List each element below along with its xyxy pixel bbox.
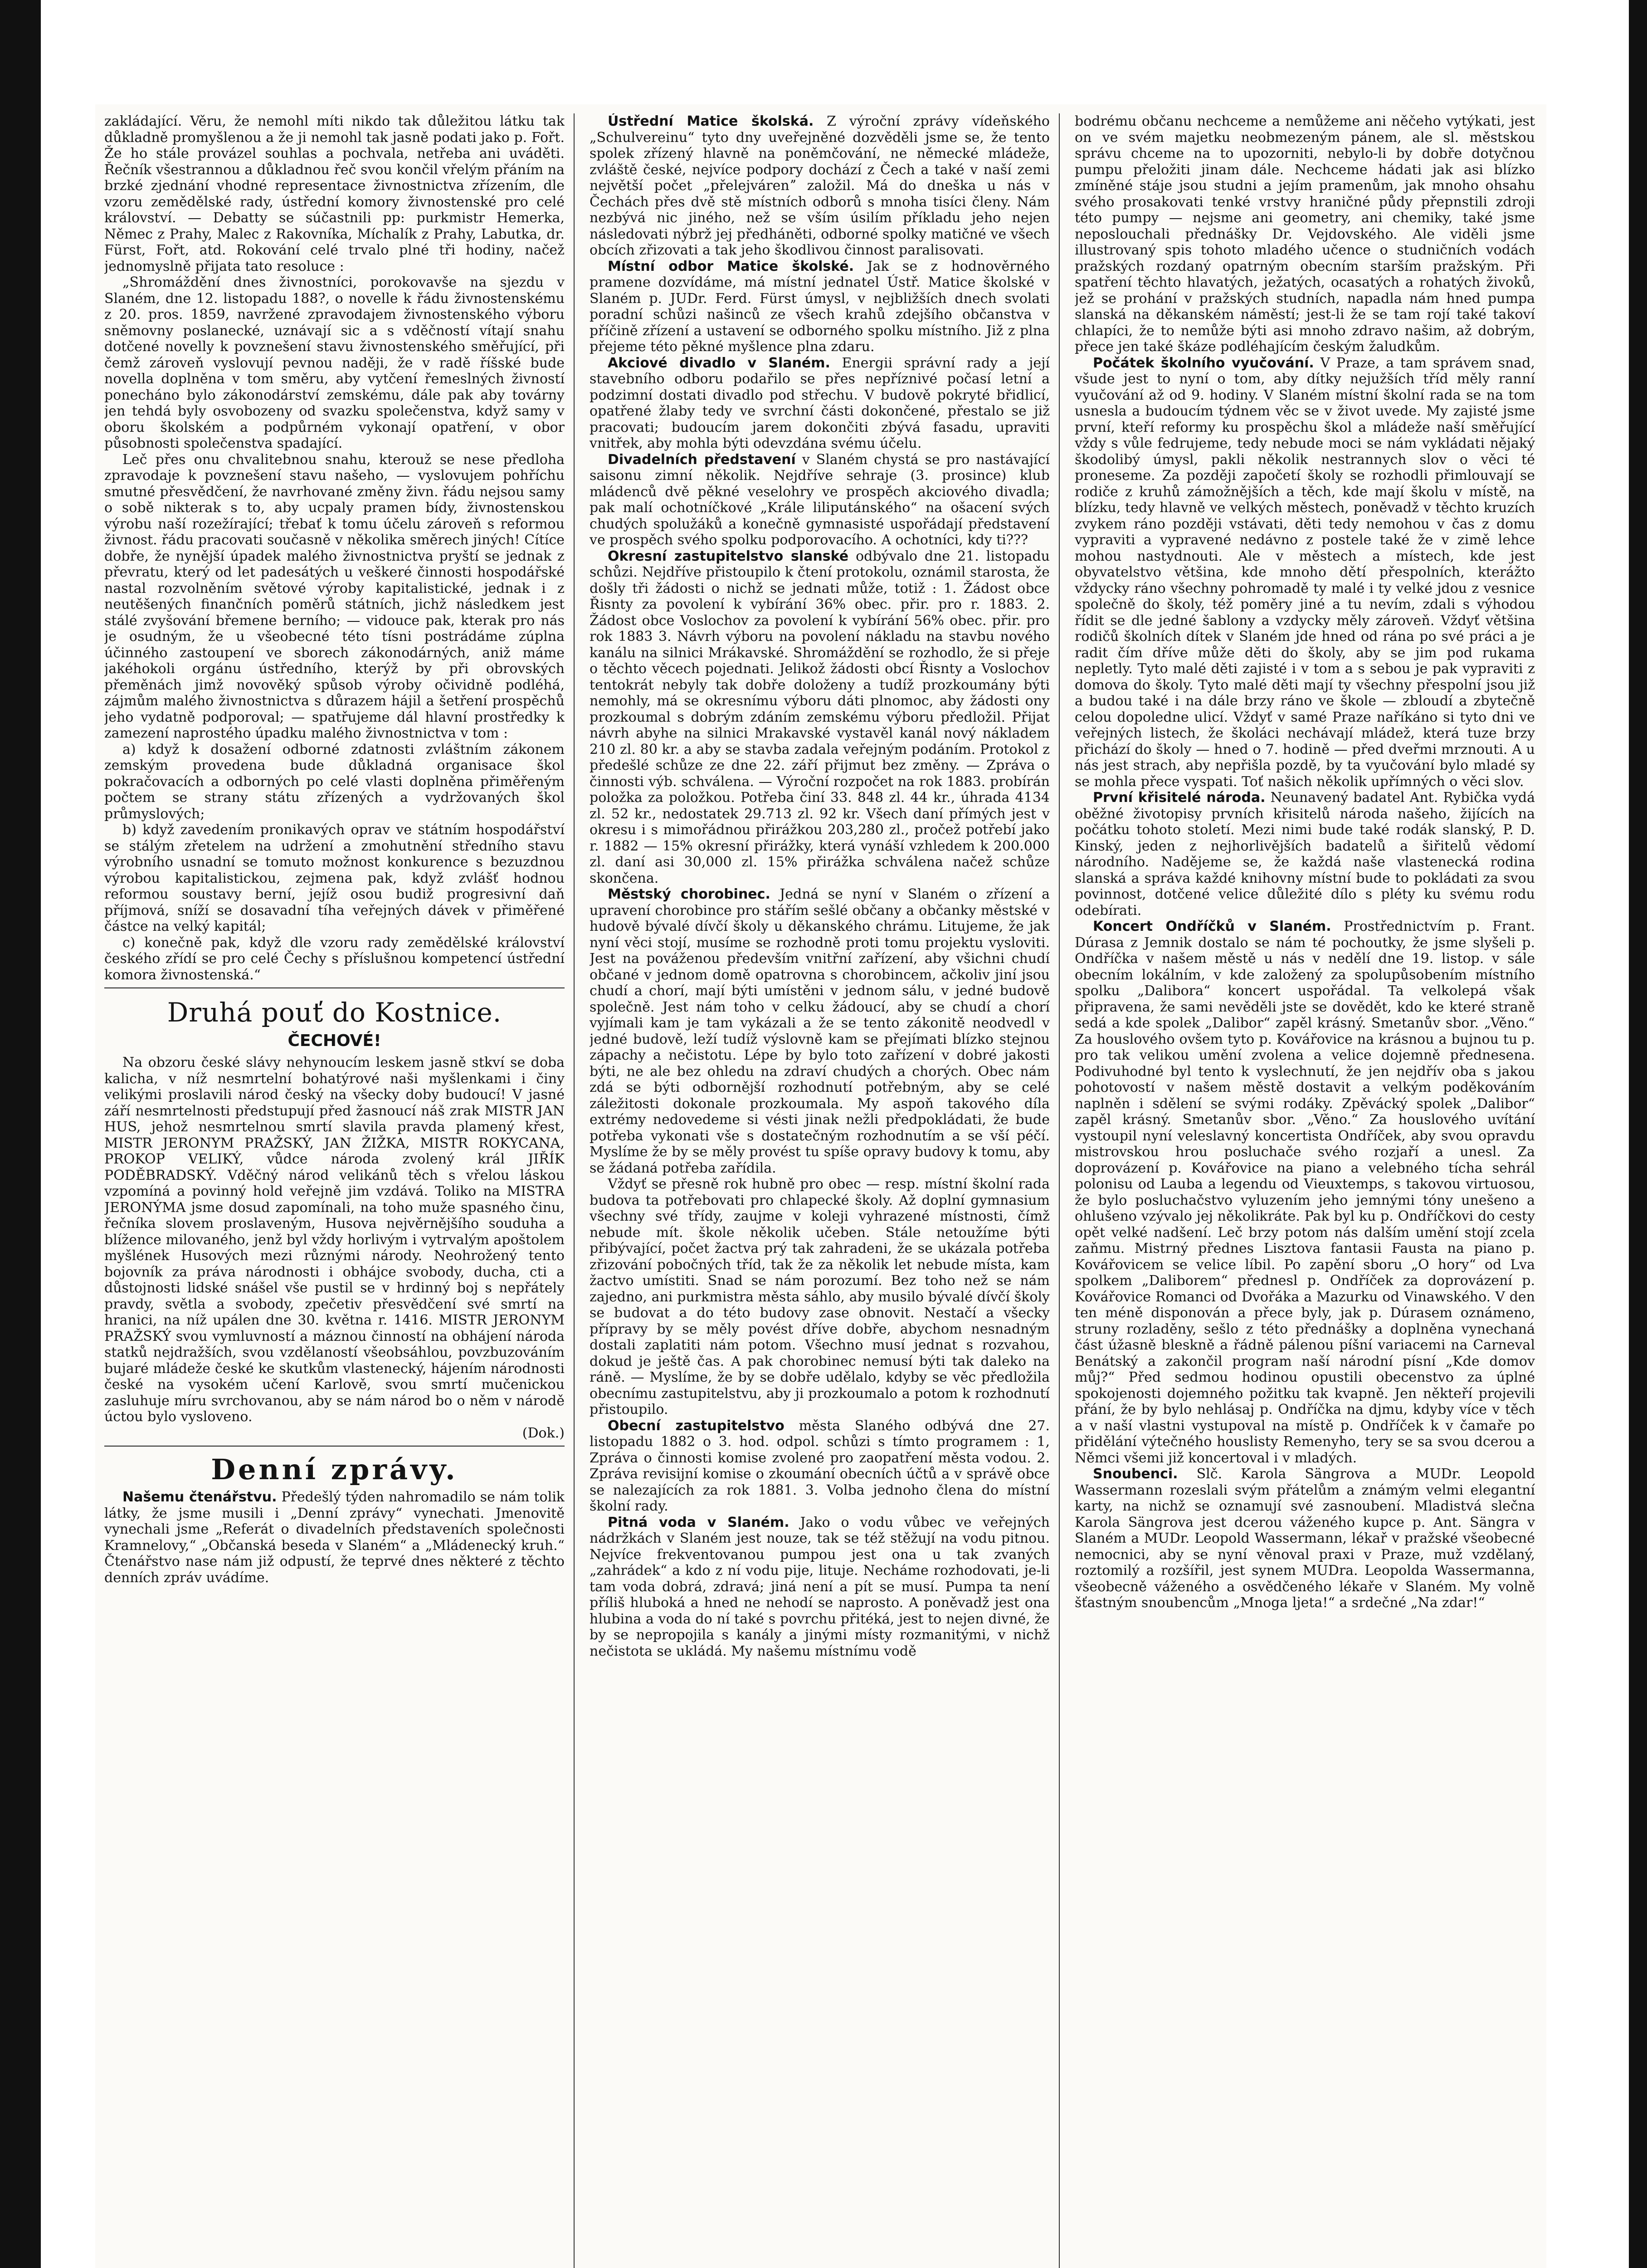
item-lead: Koncert Ondříčků v Slaném. [1093, 919, 1331, 934]
item-lead: Obecní zastupitelstvo [608, 1418, 785, 1434]
item-lead: Akciové divadlo v Slaném. [608, 355, 830, 371]
article-paragraph: a) když k dosažení odborné zdatnosti zvláštním zákonem zemským provedena bude důkladná organisace škol pokračovacích a odborných po celé vlasti doplněna přiměřeným počtem se strany státu zřízených a vydržovaných škol průmyslových; [104, 741, 565, 822]
item-lead: Počátek školního vyučování. [1093, 355, 1314, 371]
column-3 [1075, 113, 1535, 2268]
item-lead: Divadelních představení [608, 451, 796, 468]
column-rule [574, 113, 575, 2268]
continued-note: (Dok.) [522, 1425, 565, 1441]
article-paragraph: Vždyť se přesně rok hubně pro obec — resp. místní školní rada budova ta potřebovati pro chlapecké školy. Až doplní gymnasium všechny své třídy, zaujme v koleji vyhrazené místnosti, čímž nebude mít. škole několik učeben. Stále netoužíme býti přibývající, počet žactva prý tak zahradeni, že se ukázala potřeba zřizování pobočných tříd, tak že za několik let nebude místa, kam žactvo umístiti. Snad se nám porozumí. Bez toho než se nám zajedno, ani purkmistra města sáhlo, aby musilo bývalé dívčí školy se budovat a do této budovy zase obnovit. Nestačí a všecky přípravy by se měly povést dříve dobře, abychom nesnadným dostali zaplatiti nám potom. Všechno musí jednat s rozvahou, dokud je ještě čas. A pak chorobinec nemusí býti tak daleko na ráně. — Myslíme, že by se dobře udělalo, kdyby se věc předložila obecnímu zastupitelstvu, aby ji prozkoumalo a potom k rozhodnutí přistoupilo. [590, 1176, 1050, 1418]
item-text: Energii správní rady a její stavebního odboru podařilo se přes nepříznivé počasí letní a podzimní dostati divadlo pod střechu. V budově pokryté břidlicí, opatřené žlaby tedy ve svrchní části dokončené, přestalo se již pracovati; budoucím jarem dokončiti zbývá fasadu, upraviti vnitřek, aby mohla býti odevzdána svému účelu. [590, 355, 1050, 451]
scan-edge-right [1629, 0, 1647, 2268]
item-text: Jak se z hodnověrného pramene dozvídáme, má místní jednatel Ústř. Matice školské v Slaném p. JUDr. Ferd. Fürst úmysl, v nejbližších dnech svolati poradní schůzi našinců ze všech krahů zdejšího občanstva v příčině zřízení a ustavení se odborného spolku místního. Již z plna přejeme této pěkné myšlence plna zdaru. [590, 258, 1050, 355]
heading-denni-zpravy: Denní zprávy. [211, 1453, 458, 1486]
section-divider [104, 1446, 565, 1447]
article-paragraph: bodrému občanu nechceme a nemůžeme ani něčeho vytýkati, jest on ve svém majetku neobmezeným pánem, ale sl. městskou správu chceme na to upozorniti, nebylo-li by dobře dotyčnou pumpu přeložiti jinam dále. Nechceme hádati jak asi blízko zmíněné stáje jsou studni a jejím pramenům, jak mnoho ohsahu svého prosakovati tenké vrstvy hraničné půdy přepnstili zdroji této pumpy — nejsme ani geometry, ani chemiky, také jsme neposlouchali přednášky Dr. Vejdovského. Ale viděli jsme illustrovaný spis tohoto mladého učence o studničních vodách pražských rozdaný opatrným obecním starším pražským. Při spatření těchto hlavatých, ježatých, ocasatých a rohatých živoků, jež se prohání v pražských studních, napadla nám hned pumpa slanská na děkanském náměstí; jest-li že se tam rojí také takoví chlapíci, že to nemůže býti asi mnoho zdravo našim, až dobrým, přece jen také škáze podléhajícím českým žaludkům. [1075, 113, 1535, 355]
item-lead: Okresní zastupitelstvo slanské [608, 548, 849, 564]
item-text: v Slaném chystá se pro nastávající saisonu zimní několik. Nejdříve sehraje (3. prosince) klub mládenců dvě pěkné veselohry ve prospěch akciového divadla; pak malí ochotníčkové „Krále liliputánského“ na ošacení svých chudých spolužáků a konečně gymnasisté uspořádají představení ve prospěch svého spolku podporovacího. A ochotníci, kdy ti??? [590, 451, 1050, 548]
item-text: Slč. Karola Sängrova a MUDr. Leopold Wassermann rozeslali svým přátelům a známým velmi elegantní karty, na nichž se oznamují své zasnoubení. Mladistvá slečna Karola Sängrova jest dcerou váženého kupce p. Ant. Sängra v Slaném a MUDr. Leopold Wassermann, lékař v pražské všeobecné nemocnici, aby se nyní věnoval praxi v Praze, muž vzdělaný, roztomilý a rozšířil, jest synem MUDra. Leopolda Wassermanna, všeobecně váženého a osvědčeného lékaře v Slaném. My volně šťastným snoubencům „Mnoga ljeta!“ a srdečné „Na zdar!“ [1075, 1466, 1535, 1611]
article-paragraph: Leč přes onu chvalitebnou snahu, kterouž se nese předloha zpravodaje k povznešení stavu našeho, — vyslovujem pohříchu smutné přesvědčení, že navrhované změny živn. řádu nejsou samy o sobě nikterak s to, aby ucpaly pramen bídy, živnostenskou výrobu naší rozežírající; třebať k tomu účelu zároveň s reformou živnost. řádu pracovati současně v několika směrech jiných! Cítíce dobře, že nynější úpadek malého živnostnictva pryští se jednak z převratu, který od let padesátých u veškeré činnosti hospodářské nastal rozvolněním světové výroby kapitalistické, jednak i z neutěšených finančních poměrů státních, jichž následkem jest stálé zvyšování břemene berního; — vidouce pak, kterak pro nás je osudným, že u všeobecné této tísni postrádáme zúplna účinného zastoupení ve sborech zákonodárných, aniž máme jakéhokoli orgánu ústředního, kterýž by při obrovských přeměnách jimž novověký spůsob výroby očividně podléhá, zájmům malého živnostnictva s důrazem hájil a šetření prospěchů jeho vydatně podporoval; — spatřujeme dál hlavní prostředky k zamezení naprostého úpadku malého živnostnictva v tom : [104, 451, 565, 741]
item-lead: Ústřední Matice školská. [608, 113, 814, 129]
item-text: V Praze, a tam správem snad, všude jest to nyní o tom, aby dítky nejužších tříd měly ranní vyučování až od 9. hodiny. V Slaném místní školní rada se na tom usnesla a budoucím týdnem věc se v život uvede. My zajisté jsme první, kteří reformy ku prospěchu škol a mládeže naší směřující vždy s vůle fedrujeme, tedy nebude moci se nám vykládati nějaký škodolibý úmysl, pakli několik nestrannych slov o věci té proneseme. Za později započetí školy se rozhodli přimlouvají se rodiče z kruhů zámožnějších a těch, kde mají školu v místě, na blízku, tedy hlavně ve velkých městech, poněvadž v těchto kruzích zvykem ráno později vstávati, děti tedy nemohou v čas z domu vypraviti a vypravené nedávno z postele také že v zimě lehce mohou nastydnouti. Ale v městech a místech, kde jest obyvatelstvo většina, kde mnoho dětí přespolních, kterážto vždycky ráno všechny pohromadě ty malé i ty velké jdou z vesnice společně do školy, též poměry jiné a tu nevím, zdali s výhodou řídit se dle jedné šablony a vzdycky měly zároveň. Vždyť většina rodičů školních dítek v Slaném jde hned od rána po své práci a je radit čím dříve může děti do školy, aby se jim pod rukama nepletly. Tyto malé děti zajisté i v tom a s sebou je pak vypraviti z domova do školy. Tyto malé děti mají ty všechny přespolní jsou již a budou také i na dále brzy ráno ve škole — zbloudí a zbytečně celou dopoledne ulicí. Vždyť v samé Praze naříkáno si tyto dni ve veřejných listech, že školáci nechávají mládež, která tuze brzy přichází do školy — hned o 7. hodině — před dveřmi mrznouti. A u nás jest strach, aby nepřišla pozdě, by ta vyučování bylo mladé sy se mohla přece vyspati. Toť našich několik upřímných o věci slov. [1075, 355, 1535, 790]
item-lead: Městský chorobinec. [608, 886, 770, 902]
item-lead: Snoubenci. [1093, 1466, 1178, 1482]
article-paragraph: „Shromáždění dnes živnostníci, porokovavše na sjezdu v Slaném, dne 12. listopadu 188?, o novelle k řádu živnostenskému z 20. pros. 1859, navržené zpravodajem živnostenského výboru sněmovny poslanecké, uznávají sic a s vděčností vítají snahu dotčené novelly k povznešení stavu živnostenského směřující, při čemž zároveň vyslovují pevnou naději, že v radě říšské bude novella doplněna v tom směru, aby vytčení řemeslných živností ponecháno bylo zákonodárství zemskému, dále pak aby továrny jen tehdá byly osvobozeny od svazku společenstva, když samy v oboru školském a podpůrném vykonají opatření, v obor působnosti společenstva spadající. [104, 274, 565, 451]
item-text: odbývalo dne 21. listopadu schůzi. Nejdříve přistoupilo k čtení protokolu, oznámil starosta, že došly tři žádosti o nichž se jednati může, totiž : 1. Žádost obce Řisnty za povolení k vybírání 36% obec. přir. pro r. 1883. 2. Žádost obce Voslochov za povolení k vybírání 56% obec. přir. pro rok 1883 3. Návrh výboru na povolení nákladu na stavbu nového kanálu na silnici Mrákavské. Shromáždění se rozhodlo, že si přeje o těchto věcech pojednati. Jelikož žádosti obcí Řisnty a Voslochov tentokrát nebyly tak dobře doloženy a tudíž prozkoumány býti nemohly, má se okresnímu výboru dáti plnomoc, aby žádosti ony prozkoumal s dobrým zdáním zemskému výboru předložil. Přijat návrh abyhe na silnici Mrakavské vystavěl kanál nový nákladem 210 zl. 80 kr. a aby se stavba zadala veřejným podáním. Protokol z předešlé schůze ze dne 22. září přijmut bez změny. — Zpráva o činnosti výb. schválena. — Výroční rozpočet na rok 1883. probírán položka za položkou. Potřeba činí 33. 848 zl. 44 kr., úhrada 4134 zl. 52 kr., nedostatek 29.713 zl. 92 kr. Všech daní přímých jest v okresu i s mimořádnou přirážkou 203,280 zl., pročež potřebí jako r. 1882 — 15% okresní přirážky, která vynáší vzhledem k 200.000 zl. daní asi 30,000 zl. 15% přirážka schválena načež schůze skončena. [590, 548, 1050, 886]
column-rule [1059, 113, 1060, 2268]
item-lead: Pitná voda v Slaném. [608, 1514, 789, 1530]
item-text: Prostřednictvím p. Frant. Dúrasa z Jemnik dostalo se nám té pochoutky, že jsme slyšeli p. Ondříčka v našem městě u nás v nedělí dne 19. listop. v sále obecním lokálním, v kde založený za spolupůsobením místního spolku „Dalibora“ koncert uspořádal. Ta velkolepá však připravena, že sami nevěděli jste se dovědět, kdo ke které straně sedá a kde spolek „Dalibor“ zapěl krásný. Smetanův sbor. „Věno.“ Za houslového ovšem tyto p. Kovářovice na krásnou a bujnou tu p. pro tak velikou umění zvolena a velice dojemně přednesena. Podivuhodné byl tento k vyslechnutí, že jen nejdřív oba s jakou pohotovostí v našem městě dostavit a velkým poděkováním naplněn i sdělení se svými rodáky. Zpěvácký spolek „Dalibor“ zapěl krásný. Smetanův sbor. „Věno.“ Za houslového uvítání vystoupil nyní veleslavný koncertista Ondříček, aby svou opravdu mistrovskou hrou posluchače svého rozjaří a unesl. Za doprovázení p. Kovářovice na piano a velebného tícha sehrál polonisu od Lauba a legendu od Vieuxtemps, s takovou virtuosou, že bylo posluchačstvo vyluzením jeho jemnými tóny unešeno a ohlušeno vzývalo jej několikráte. Pak byl ku p. Ondříčkovi do cesty opět velké nadšení. Leč brzy potom nás dalším umění stojí zcela zaňmu. Mistrný přednes Lisztova fantasii Fausta na piano p. Kovářovicem se velice líbil. Po zapění sboru „O hory“ od Lva spolkem „Daliborem“ přednesl p. Ondříček za doprovázení p. Kovářovice Romanci od Dvořáka a Mazurku od Vinawského. V den ten méně disponován a přece byly, jak p. Dúrasem oznámeno, struny rozladěny, sešlo z této přednášky a doplněna vynechaná část úžasně bleskně a řádně pálenou píšní variacemi na Carneval Benátský a zakončil program naší národní písní „Kde domov můj?“ Před sedmou hodinou opustili obecenstvo za úplné spokojenosti dojemného požitku tak kvapně. Jen někteří projevili přání, že by bylo nehlásaj p. Ondříčka na djmu, kdyby více v těch a v naší vlastni vystupoval na místě p. Ondříček k v čamaře po přidělání výtečného houslisty Remenyho, tery se sa svou dcerou a Němci všemi již koncertoval i v mladých. [1075, 919, 1535, 1466]
item-lead: Našemu čtenářstvu. [122, 1489, 277, 1505]
article-paragraph: c) konečně pak, když dle vzoru rady zemědělské království českého zřídí se pro celé Čechy s příslušnou kompetencí ústřední komora živnostenská.“ [104, 934, 565, 983]
article-paragraph: b) když zavedením pronikavých oprav ve státním hospodářství se stálým zřetelem na udržení a zmohutnění středního stavu výrobního usnadní se tomuto možnost konkurence s bezuzdnou výrobou kapitalistickou, zejmena pak, když zvlášť hodnou reformou soustavy berní, jejíž osou budiž progresivní daň příjmová, sníží se dosavadní tíha veřejných dávek v přiměřené částce na velký kapitál; [104, 822, 565, 934]
section-divider [104, 987, 565, 988]
item-text: Jedná se nyní v Slaném o zřízení a upravení chorobince pro stářím sešlé občany a občanky městské v hudově bývalé dívčí školy u děkanského chrámu. Litujeme, že jak nyní věci stojí, musíme se rozhodně proti tomu projektu vysloviti. Jest na pováženou především vnitřní zařízení, aby všichni chudí občané v jednom domě opatrovna s chorobincem, ačkoliv jiní jsou chudí a chorí, mají býti umístěni v jednom sálu, v jedné budově společně. Jest nám toho v celku žádoucí, aby se chudí a chorí vyjímali kam je tam vykázali a že se tento zákonitě neodvedl v jedné budově, leží tudíž výslovně kam se přejímati blízko stejnou zápachy a nečistotu. Lépe by bylo toto zařízení v dobré jakosti býti, ne ale bez ohledu na zdraví chudých a chorých. Obec nám zdá se býti odbornější rozhodnutí potřebným, aby se celé záležitosti dokonale prozkoumala. My aspoň takového díla extrémy nedovedeme si vésti jinak nežli předpokládati, že bude potřeba vykonati vše s dostatečným rozhodnutím a se vší péčí. Myslíme že by se měly provést tu spíše opravy budovy k tomu, aby se žádaná potřeba zařídila. [590, 886, 1050, 1176]
column-2 [590, 113, 1050, 2268]
item-text: Neunavený badatel Ant. Rybička vydá oběžné životopisy prvních křisitelů národa našeho, žijících na počátku tohoto století. Mezi nimi bude také rodák slanský, P. D. Kinský, jeden z nejhorlivějších badatelů a šiřitelů vědomí národního. Nadějeme se, že každá naše vlastenecká rodina slanská a správa každé knihovny místní bude to pokládati za svou povinnost, dotčené velice důležité dílo s pléty ku svému rodu odebírati. [1075, 790, 1535, 919]
item-text: Z výroční zprávy vídeňského „Schulvereinu“ tyto dny uveřejněné dozvěděli jsme se, že tento spolek zřízený hlavně na poněmčování, ne německé mládeže, zvláště české, nejvíce podpory dochází z Čech a také v naší zemi největší počet „přelejvárenˮ založil. Má do dneška u nás v Čechách přes dvě stě místních odborů s mnoha tisíci členy. Nám nezbývá nic jiného, než se vším úsilím příkladu jeho nejen následovati nýbrž jej předháněti, odborné spolky matičné ve všech obcích zřizovati a tak jeho škodlivou činnost paralisovati. [590, 113, 1050, 258]
heading-druha-pout: Druhá pouť do Kostnice. [167, 997, 502, 1028]
item-text: města Slaného odbývá dne 27. listopadu 1882 o 3. hod. odpol. schůzi s tímto programem : 1, Zpráva o činnosti komise zvolené pro zaopatření města vodou. 2. Zpráva revisijní komise o zkoumání obecních účtů a v správě obce se nalezajících za rok 1881. 3. Volba jednoho člena do místní školní rady. [590, 1418, 1050, 1514]
article-paragraph: zakládající. Věru, že nemohl míti nikdo tak důležitou látku tak důkladně promyšlenou a že ji nemohl tak jasně podati jako p. Fořt. Že ho stále provázel souhlas a pochvala, netřeba ani uváděti. Řečník všestrannou a důkladnou řeč svou končil vřelým přáním na brzké zjednání vhodné representace živnostnictva zřízením, dle vzoru zemědělské rady, ústřední komory živnostenské pro celé království. — Debatty se súčastnili pp: purkmistr Hemerka, Němec z Prahy, Malec z Rakovníka, Míchalík z Prahy, Labutka, dr. Fürst, Fořt, atd. Rokování celé trvalo plné tři hodiny, načež jednomyslně přijata tato resoluce : [104, 113, 565, 274]
item-lead: První křisitelé národa. [1093, 790, 1266, 806]
heading-cechove: ČECHOVÉ! [287, 1031, 381, 1050]
item-lead: Místní odbor Matice školské. [608, 258, 854, 274]
column-1 [104, 113, 565, 2268]
item-text: Jako o vodu vůbec ve veřejných nádržkách v Slaném jest nouze, tak se též stěžují na vodu pitnou. Nejvíce frekventovanou pumpou jest ona u tak zvaných „zahrádek“ a kdo z ní vodu pije, lituje. Necháme rozhodovati, je-li tam voda dobrá, zdravá; jiná není a pít se musí. Pumpa ta není příliš hluboká a hned ne nehodí se naprosto. A poněvadž jest ona hlubina a voda do ní také s povrchu přitéká, jest to nejen divné, že by se nepropojila s kanály a jinými místy rozmanitými, v nichž nečistota se ukládá. My našemu místnímu vodě [590, 1514, 1050, 1659]
item-text: Předešlý týden nahromadilo se nám tolik látky, že jsme musili i „Denní zprávy“ vynechati. Jmenovitě vynechali jsme „Referát o divadelních představeních společnosti Kramnelovy,“ „Občanská beseda v Slaném“ a „Mládenecký kruh.“ Čtenářstvo nase nám již odpustí, že teprvé dnes některé z těchto denních zpráv uvádíme. [104, 1489, 565, 1586]
newspaper-page [95, 104, 1546, 2268]
scan-edge-left [0, 0, 41, 2268]
article-paragraph: Na obzoru české slávy nehynoucím leskem jasně stkví se doba kalicha, v níž nesmrtelní bohatýrové naši myšlenkami i činy velikými proslavili národ český na všecky doby budoucí! V jasné září nesmrtelnosti předstupují před žasnoucí náš zrak MISTR JAN HUS, jehož nesmrtelnou smrtí slavila pravda plamený křest, MISTR JERONYM PRAŽSKÝ, JAN ŽIŽKA, MISTR ROKYCANA, PROKOP VELIKÝ, vůdce národa zvolený král JIŘÍK PODĚBRADSKÝ. Vděčný národ velikánů těch s vřelou láskou vzpomíná a povinný hold veřejně jim vzdává. Toliko na MISTRA JERONÝMA jsme dosud zapomínali, na toho muže spasného činu, řečníka slovem proslaveným, Husova nejvěrnějšího souduha a blížence milovaného, jenž byl vždy horlivým i vytrvalým apoštolem myšlének Husových mezi různými národy. Neohrožený tento bojovník za práva národnosti i obhájce svobody, ducha, cti a důstojnosti lidské snášel vše pustil se v hrdinný boj s nepřátely pravdy, světla a svobody, zpečetiv přesvědčení své smrtí na hranici, na níž upálen dne 30. května r. 1416. MISTR JERONYM PRAŽSKÝ svou vymluvností a máznou činností na obhájení národa statků nejdražších, svou vzdělaností všeobsáhlou, povzbuzováním bujaré mládeže české ke skutkům vlastenecký, hájením národnosti české na vysokém učení Karlově, svou smrtí mučenickou zasluhuje míru svrchovanou, aby se nám národ bo o něm v národě úctou bylo vysloveno. [104, 1055, 565, 1425]
